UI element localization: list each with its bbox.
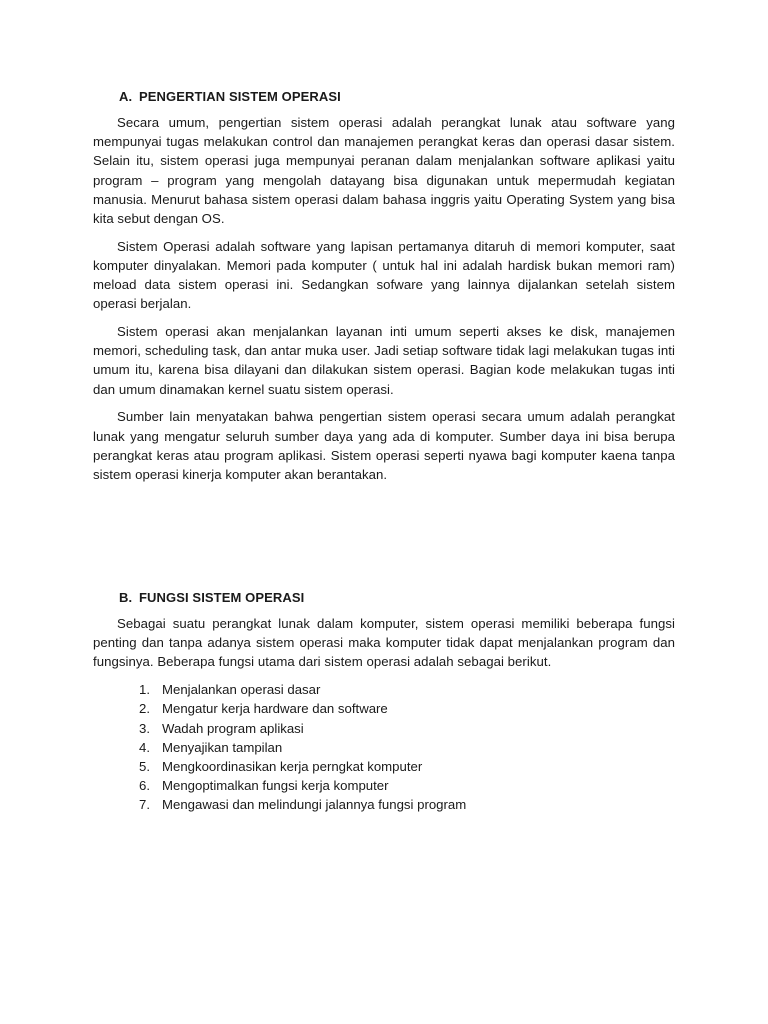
section-letter: A. (119, 89, 133, 104)
paragraph: Sistem operasi akan menjalankan layanan inti umum seperti akses ke disk, manajemen memori, scheduling task, dan antar muka user. Jadi setiap software tidak lagi melakukan tugas inti umum itu, karena bisa dilayani dan dilakukan sistem operasi. Bagian kode melakukan tugas inti dan umum dinamakan kernel suatu sistem operasi. (93, 324, 675, 397)
list-text: Mengawasi dan melindungi jalannya fungsi program (162, 797, 467, 813)
section-letter: B. (119, 590, 133, 605)
list-item (93, 757, 675, 776)
list-number: 2. (139, 701, 150, 717)
paragraph: Secara umum, pengertian sistem operasi adalah perangkat lunak atau software yang mempunyai tugas melakukan control dan manajemen perangkat keras dan operasi dasar sistem. Selain itu, sistem operasi juga mempunyai peranan dalam menjalankan software aplikasi yaitu program – program yang mengolah datayang bisa digunakan untuk mepermudah kegiatan manusia. Menurut bahasa sistem operasi dalam bahasa inggris yaitu Operating System yang bisa kita sebut dengan OS. (93, 115, 675, 227)
list-text: Mengkoordinasikan kerja perngkat komputer (162, 758, 423, 774)
list-text: Menyajikan tampilan (162, 739, 283, 755)
list-item (93, 699, 675, 718)
list-text: Wadah program aplikasi (162, 720, 304, 736)
list-text: Mengatur kerja hardware dan software (162, 701, 388, 717)
section-fungsi (93, 589, 675, 815)
section-title: FUNGSI SISTEM OPERASI (139, 590, 305, 605)
list-number: 4. (139, 739, 150, 755)
list-number: 7. (139, 797, 150, 813)
list-text: Mengoptimalkan fungsi kerja komputer (162, 778, 389, 794)
list-number: 6. (139, 778, 150, 794)
paragraph: Sumber lain menyatakan bahwa pengertian sistem operasi secara umum adalah perangkat lunak yang mengatur seluruh sumber daya yang ada di komputer. Sumber daya ini bisa berupa perangkat keras atau program aplikasi. Sistem operasi seperti nyawa bagi komputer kaena tanpa sistem operasi kinerja komputer akan berantakan. (93, 409, 675, 482)
list-number: 5. (139, 758, 150, 774)
list-item (93, 719, 675, 738)
function-list (93, 680, 675, 814)
list-item (93, 795, 675, 814)
section-pengertian (93, 88, 675, 493)
section-title: PENGERTIAN SISTEM OPERASI (139, 89, 341, 104)
list-number: 1. (139, 682, 150, 698)
section-heading (93, 88, 675, 105)
paragraph: Sebagai suatu perangkat lunak dalam komputer, sistem operasi memiliki beberapa fungsi penting dan tanpa adanya sistem operasi maka komputer tidak dapat menjalankan program dan fungsinya. Beberapa fungsi utama dari sistem operasi adalah sebagai berikut. (93, 616, 675, 670)
list-item (93, 738, 675, 757)
section-heading (93, 589, 675, 606)
list-text: Menjalankan operasi dasar (162, 682, 321, 698)
list-item (93, 680, 675, 699)
list-number: 3. (139, 720, 150, 736)
list-item (93, 776, 675, 795)
paragraph: Sistem Operasi adalah software yang lapisan pertamanya ditaruh di memori komputer, saat komputer dinyalakan. Memori pada komputer ( untuk hal ini adalah hardisk bukan memori ram) meload data sistem operasi ini. Sedangkan sofware yang lainnya dijalankan setelah sistem operasi berjalan. (93, 238, 675, 312)
